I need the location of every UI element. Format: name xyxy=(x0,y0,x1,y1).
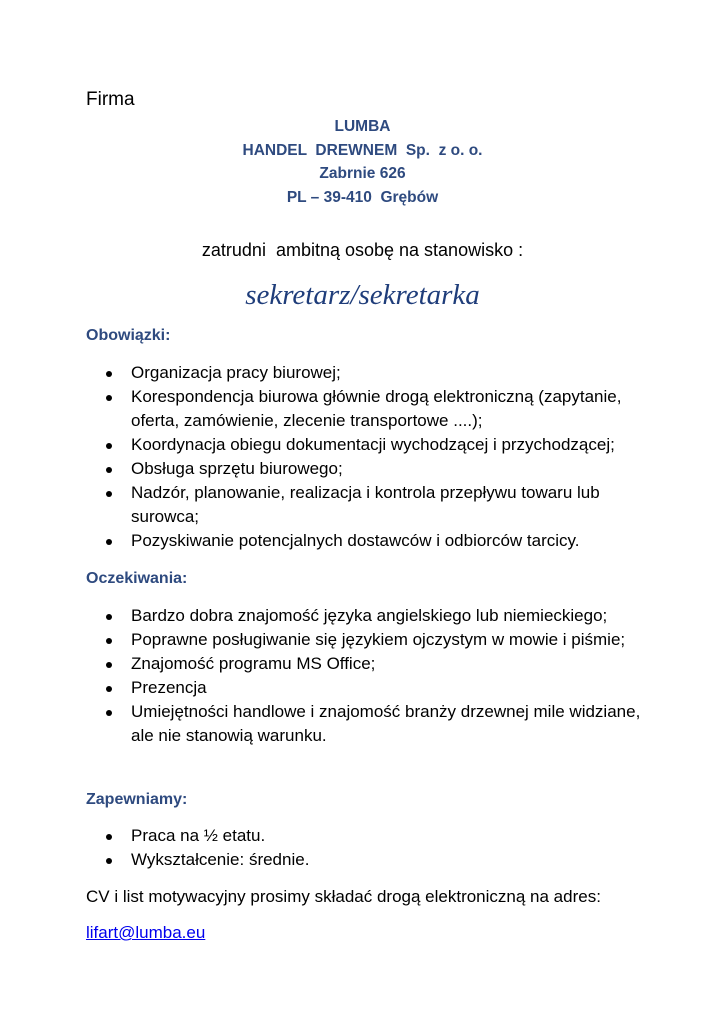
list-item: Pozyskiwanie potencjalnych dostawców i odbiorców tarcicy. xyxy=(104,529,664,553)
list-item: Prezencja xyxy=(104,676,664,700)
bullet-icon xyxy=(106,834,112,840)
list-item: Poprawne posługiwanie się językiem ojczystym w mowie i piśmie; xyxy=(104,628,664,652)
hiring-statement: zatrudni ambitną osobę na stanowisko : xyxy=(201,240,524,260)
list-item: Organizacja pracy biurowej; xyxy=(104,361,664,385)
company-address-block xyxy=(0,115,725,209)
intro-label: Firma xyxy=(86,89,135,110)
list-item: Umiejętności handlowe i znajomość branży drzewnej mile widziane, ale nie stanowią warunku. xyxy=(104,700,664,748)
bullet-icon xyxy=(106,395,112,401)
bullet-icon xyxy=(106,467,112,473)
bullet-icon xyxy=(106,638,112,644)
email-link[interactable]: lifart@lumba.eu xyxy=(86,923,206,942)
bullet-icon xyxy=(106,539,112,545)
closing-instructions: CV i list motywacyjny prosimy składać drogą elektroniczną na adres: xyxy=(86,887,601,906)
bullet-icon xyxy=(106,614,112,620)
company-name: LUMBA xyxy=(334,118,391,135)
bullet-icon xyxy=(106,686,112,692)
list-item: Koordynacja obiegu dokumentacji wychodzącej i przychodzącej; xyxy=(104,433,664,457)
expectations-list xyxy=(104,604,664,748)
bullet-icon xyxy=(106,443,112,449)
expectations-heading: Oczekiwania: xyxy=(86,570,188,587)
bullet-icon xyxy=(106,858,112,864)
list-item: Korespondencja biurowa głównie drogą elektroniczną (zapytanie, oferta, zamówienie, zlecenie transportowe ....); xyxy=(104,385,664,433)
list-item: Bardzo dobra znajomość języka angielskiego lub niemieckiego; xyxy=(104,604,664,628)
duties-list xyxy=(104,361,664,553)
bullet-icon xyxy=(106,491,112,497)
offer-heading: Zapewniamy: xyxy=(86,791,188,808)
bullet-icon xyxy=(106,371,112,377)
list-item: Znajomość programu MS Office; xyxy=(104,652,664,676)
bullet-icon xyxy=(106,662,112,668)
offer-list xyxy=(104,824,664,872)
company-postal-city: PL – 39-410 Grębów xyxy=(286,188,439,206)
position-title: sekretarz/sekretarka xyxy=(245,279,480,311)
bullet-icon xyxy=(106,710,112,716)
list-item: Nadzór, planowanie, realizacja i kontrola przepływu towaru lub surowca; xyxy=(104,481,664,529)
company-street: Zabrnie 626 xyxy=(319,165,406,182)
company-full-name: HANDEL DREWNEM Sp. z o. o. xyxy=(242,141,483,159)
list-item: Obsługa sprzętu biurowego; xyxy=(104,457,664,481)
duties-heading: Obowiązki: xyxy=(86,327,171,344)
list-item: Wykształcenie: średnie. xyxy=(104,848,664,872)
list-item: Praca na ½ etatu. xyxy=(104,824,664,848)
